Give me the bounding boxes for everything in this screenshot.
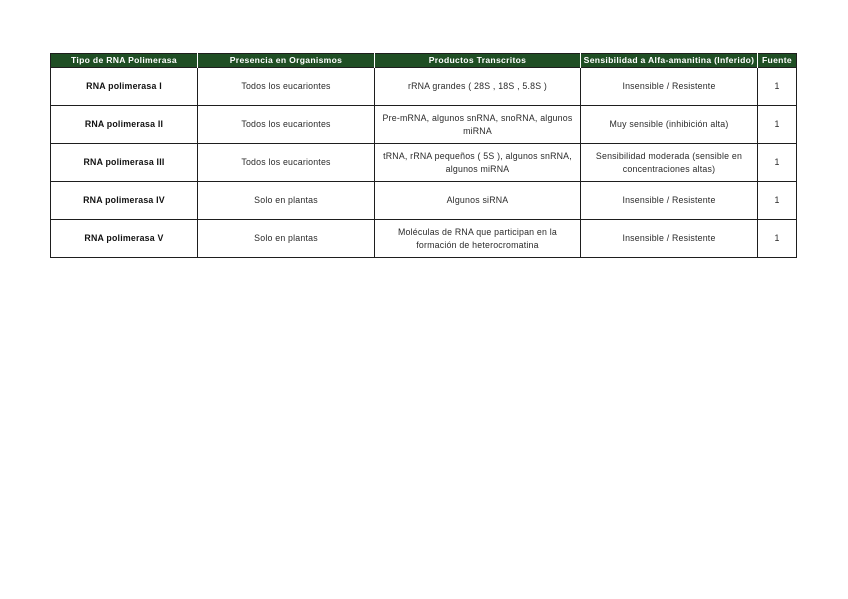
column-header-source: Fuente — [758, 54, 797, 68]
cell-presence: Todos los eucariontes — [198, 68, 375, 106]
table-row — [51, 220, 797, 258]
cell-presence: Solo en plantas — [198, 220, 375, 258]
table-row — [51, 182, 797, 220]
column-header-products: Productos Transcritos — [375, 54, 581, 68]
cell-source: 1 — [758, 220, 797, 258]
cell-products: rRNA grandes ( 28S , 18S , 5.8S ) — [375, 68, 581, 106]
cell-sensitivity: Insensible / Resistente — [581, 220, 758, 258]
cell-products: Pre-mRNA, algunos snRNA, snoRNA, algunos miRNA — [375, 106, 581, 144]
cell-presence: Todos los eucariontes — [198, 106, 375, 144]
cell-polymerase-type: RNA polimerasa I — [51, 68, 198, 106]
cell-sensitivity: Insensible / Resistente — [581, 68, 758, 106]
cell-sensitivity: Muy sensible (inhibición alta) — [581, 106, 758, 144]
column-header-type: Tipo de RNA Polimerasa — [51, 54, 198, 68]
cell-source: 1 — [758, 106, 797, 144]
cell-source: 1 — [758, 182, 797, 220]
table-header-row — [51, 54, 797, 68]
cell-polymerase-type: RNA polimerasa II — [51, 106, 198, 144]
column-header-presence: Presencia en Organismos — [198, 54, 375, 68]
cell-polymerase-type: RNA polimerasa III — [51, 144, 198, 182]
cell-presence: Todos los eucariontes — [198, 144, 375, 182]
cell-polymerase-type: RNA polimerasa IV — [51, 182, 198, 220]
rna-polymerase-table — [50, 53, 797, 258]
cell-presence: Solo en plantas — [198, 182, 375, 220]
cell-source: 1 — [758, 144, 797, 182]
cell-sensitivity: Sensibilidad moderada (sensible en concentraciones altas) — [581, 144, 758, 182]
cell-products: tRNA, rRNA pequeños ( 5S ), algunos snRNA, algunos miRNA — [375, 144, 581, 182]
cell-polymerase-type: RNA polimerasa V — [51, 220, 198, 258]
cell-source: 1 — [758, 68, 797, 106]
cell-sensitivity: Insensible / Resistente — [581, 182, 758, 220]
table-row — [51, 144, 797, 182]
table-row — [51, 106, 797, 144]
cell-products: Algunos siRNA — [375, 182, 581, 220]
table-row — [51, 68, 797, 106]
cell-products: Moléculas de RNA que participan en la formación de heterocromatina — [375, 220, 581, 258]
column-header-sensitivity: Sensibilidad a Alfa-amanitina (Inferido) — [581, 54, 758, 68]
